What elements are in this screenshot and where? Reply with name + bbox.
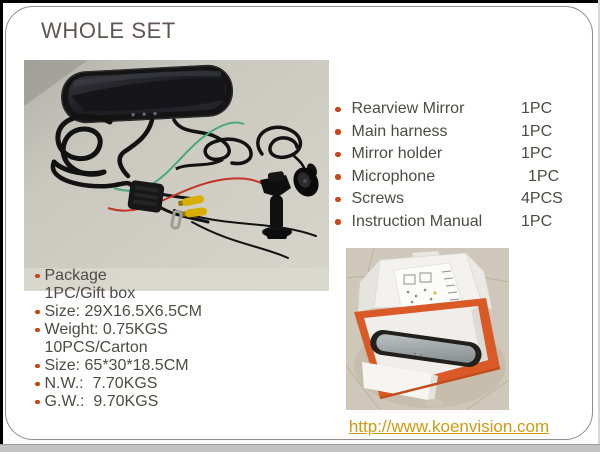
package-text: N.W.: 7.70KGS (44, 375, 158, 392)
bullet-icon (35, 310, 40, 315)
package-text: Weight: 0.75KGS (44, 321, 168, 338)
component-row (333, 211, 578, 234)
package-text: Size: 65*30*18.5CM (44, 357, 189, 374)
kit-photo (24, 60, 329, 291)
package-line (35, 339, 202, 357)
package-text: 10PCS/Carton (44, 339, 148, 356)
package-list (35, 267, 202, 411)
package-line (35, 393, 202, 411)
package-line (35, 303, 202, 321)
component-qty: 1PC (521, 145, 553, 163)
bullet-icon (35, 400, 40, 405)
bullet-icon (35, 382, 40, 387)
package-line (35, 321, 202, 339)
component-qty: 1PC (528, 167, 560, 185)
package-text: 1PC/Gift box (44, 285, 136, 302)
slide (5, 6, 593, 440)
left-edge (0, 0, 3, 444)
component-qty: 1PC (521, 122, 553, 140)
component-label: Microphone (351, 167, 436, 185)
bullet-icon (335, 174, 341, 180)
component-label: Screws (351, 190, 404, 208)
component-row (333, 188, 578, 211)
component-qty: 1PC (521, 212, 553, 230)
component-row (333, 143, 578, 166)
component-row (333, 166, 578, 189)
harness-module-box (127, 180, 165, 213)
kit-photo-illustration (24, 60, 329, 291)
bottom-strip (0, 444, 600, 452)
bullet-icon (35, 364, 40, 369)
bullet-icon (335, 197, 341, 203)
component-label: Instruction Manual (351, 212, 483, 230)
component-row (333, 121, 578, 144)
components-list (333, 98, 578, 233)
bullet-icon (335, 219, 341, 225)
package-line (35, 357, 202, 375)
gift-box-photo (346, 248, 509, 410)
component-label: Mirror holder (351, 145, 443, 163)
package-line (35, 375, 202, 393)
package-text: G.W.: 9.70KGS (44, 393, 159, 410)
website-link[interactable]: http://www.koenvision.com (348, 417, 550, 436)
package-line (35, 267, 202, 285)
bullet-icon (335, 107, 341, 113)
bullet-icon (35, 274, 40, 279)
component-qty: 1PC (521, 100, 553, 118)
bullet-icon (335, 129, 341, 135)
gift-box-illustration (346, 248, 509, 410)
bullet-icon (335, 152, 341, 158)
bullet-icon (35, 328, 40, 333)
package-text: Size: 29X16.5X6.5CM (44, 303, 202, 320)
component-row (333, 98, 578, 121)
component-qty: 4PCS (521, 190, 563, 208)
package-line (35, 285, 202, 303)
component-label: Rearview Mirror (351, 100, 465, 118)
component-label: Main harness (351, 122, 448, 140)
top-edge (0, 0, 600, 3)
package-text: Package (44, 267, 107, 284)
page-title: WHOLE SET (41, 18, 176, 43)
